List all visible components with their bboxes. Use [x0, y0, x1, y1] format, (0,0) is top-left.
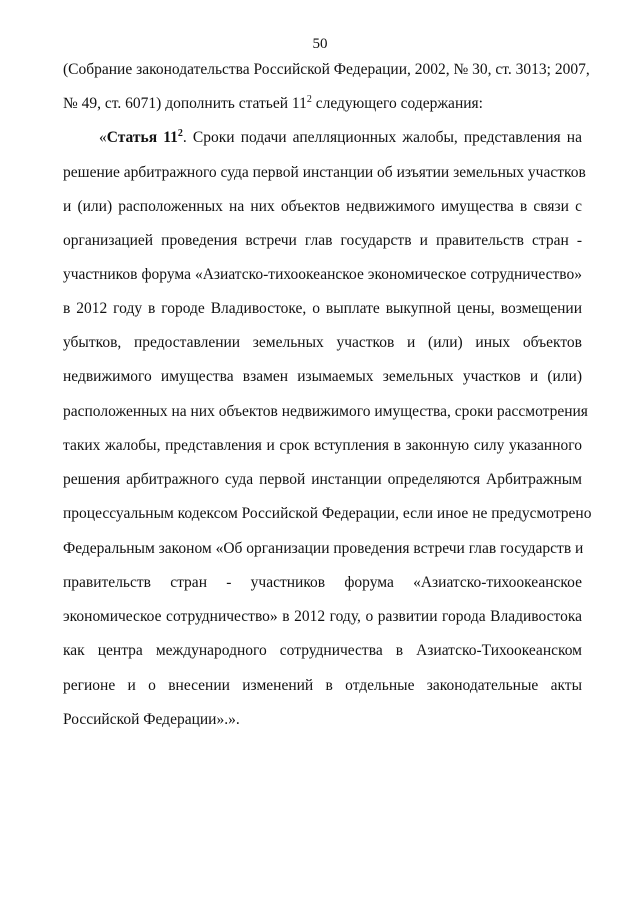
article-line: Российской Федерации».». — [63, 711, 240, 728]
article-line: расположенных на них объектов недвижимого имущества, сроки рассмотрения — [63, 403, 588, 420]
article-line: решение арбитражного суда первой инстанции об изъятии земельных участков — [63, 164, 586, 181]
article-heading-tail: . Сроки подачи апелляционных жалобы, представления на — [182, 129, 582, 146]
article-line: правительств стран - участников форума «Азиатско-тихоокеанское — [63, 574, 582, 591]
article-heading-superscript: 2 — [177, 127, 183, 139]
article-line: Федеральным законом «Об организации проведения встречи глав государств и — [63, 540, 584, 557]
article-line: в 2012 году в городе Владивостоке, о выплате выкупной цены, возмещении — [63, 300, 582, 317]
article-line: таких жалобы, представления и срок вступления в законную силу указанного — [63, 437, 582, 454]
intro-text-post: следующего содержания: — [311, 95, 483, 112]
article-line: процессуальным кодексом Российской Федерации, если иное не предусмотрено — [63, 505, 592, 522]
intro-line-2 — [63, 94, 582, 114]
article-line: недвижимого имущества взамен изымаемых земельных участков и (или) — [63, 368, 582, 385]
article-line: решения арбитражного суда первой инстанции определяются Арбитражным — [63, 471, 582, 488]
intro-superscript: 2 — [306, 93, 312, 105]
article-line: убытков, предоставлении земельных участков и (или) иных объектов — [63, 334, 582, 351]
page-number: 50 — [312, 36, 328, 52]
open-quote: « — [99, 129, 107, 146]
article-heading-line — [99, 128, 582, 148]
intro-text-pre: № 49, ст. 6071) дополнить статьей 11 — [63, 95, 307, 112]
article-line: как центра международного сотрудничества в Азиатско-Тихоокеанском — [63, 642, 582, 659]
intro-line-1: (Собрание законодательства Российской Федерации, 2002, № 30, ст. 3013; 2007, — [63, 61, 590, 78]
article-line: организацией проведения встречи глав государств и правительств стран - — [63, 232, 582, 249]
article-line: экономическое сотрудничество» в 2012 году, о развитии города Владивостока — [63, 608, 582, 625]
article-heading-text: Статья 11 — [106, 129, 178, 146]
article-line: регионе и о внесении изменений в отдельные законодательные акты — [63, 677, 582, 694]
article-line: и (или) расположенных на них объектов недвижимого имущества в связи с — [63, 198, 582, 215]
article-line: участников форума «Азиатско-тихоокеанское экономическое сотрудничество» — [63, 266, 582, 283]
article-heading — [107, 129, 183, 146]
